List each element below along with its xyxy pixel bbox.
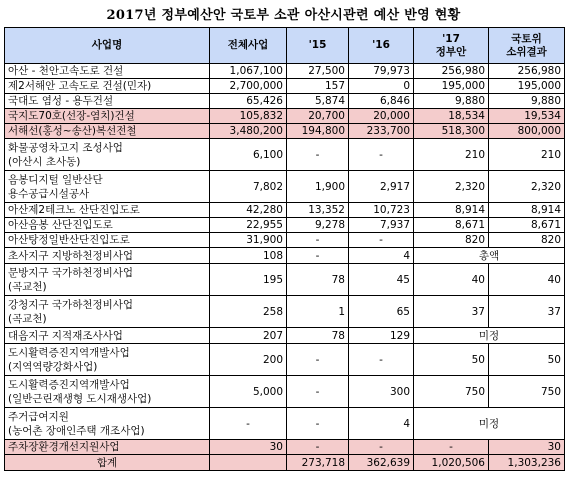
project-name-cell: [5, 94, 210, 109]
project-name-text: (곡교천): [8, 280, 47, 293]
budget-2017-gov-cell: 750: [414, 376, 489, 408]
total-budget-cell: 31,900: [210, 233, 287, 248]
table-row: [5, 248, 565, 264]
total-budget-cell: 207: [210, 328, 287, 344]
table-row: [5, 328, 565, 344]
project-name-cell: [5, 139, 210, 171]
budget-2015-cell: -: [287, 139, 349, 171]
budget-2017-merged-cell: 미정: [414, 408, 565, 440]
total-budget-cell: 5,000: [210, 376, 287, 408]
col-header-2015: [287, 28, 349, 64]
budget-2015-cell: -: [287, 233, 349, 248]
budget-2017-gov-cell: 18,534: [414, 109, 489, 124]
total-budget-cell: 65,426: [210, 94, 287, 109]
budget-2015-cell: -: [287, 408, 349, 440]
total-committee-cell: 1,303,236: [489, 455, 565, 471]
project-name-text: 강청지구 국가하천정비사업: [8, 298, 134, 311]
project-name-text: 서해선(홍성~송산)복선전철: [8, 125, 137, 137]
budget-2016-cell: 233,700: [349, 124, 414, 139]
project-name-text: 도시활력증진지역개발사업: [8, 378, 130, 391]
total-budget-cell: 258: [210, 296, 287, 328]
table-row: [5, 233, 565, 248]
project-name-text: 음봉디지털 일반산단: [8, 173, 103, 186]
total-budget-cell: 195: [210, 264, 287, 296]
table-row: [5, 203, 565, 218]
budget-2015-cell: -: [287, 344, 349, 376]
budget-2017-gov-cell: 8,914: [414, 203, 489, 218]
col-header-total: [210, 28, 287, 64]
committee-result-cell: 256,980: [489, 64, 565, 79]
budget-2016-cell: 20,000: [349, 109, 414, 124]
project-name-text: (곡교천): [8, 312, 47, 325]
project-name-text: (지역역량강화사업): [8, 360, 98, 373]
total-budget-cell: 42,280: [210, 203, 287, 218]
header-text: 정부안: [435, 45, 467, 58]
budget-2015-cell: 27,500: [287, 64, 349, 79]
budget-2015-cell: 1: [287, 296, 349, 328]
budget-2016-cell: 300: [349, 376, 414, 408]
project-name-cell: [5, 248, 210, 264]
budget-2017-gov-cell: 9,880: [414, 94, 489, 109]
committee-result-cell: 820: [489, 233, 565, 248]
table-row: [5, 139, 565, 171]
total-budget-cell: 1,067,100: [210, 64, 287, 79]
budget-2016-cell: -: [349, 233, 414, 248]
project-name-text: 아산 - 천안고속도로 건설: [8, 65, 124, 77]
project-name-text: 주차장환경개선지원사업: [8, 441, 120, 453]
budget-2016-cell: 79,973: [349, 64, 414, 79]
total-2016-cell: 362,639: [349, 455, 414, 471]
project-name-text: 아산음봉 산단진입도로: [8, 219, 113, 231]
project-name-cell: [5, 124, 210, 139]
budget-2017-gov-cell: 40: [414, 264, 489, 296]
budget-2017-merged-cell: 미정: [414, 328, 565, 344]
table-row: [5, 124, 565, 139]
total-budget-cell: 22,955: [210, 218, 287, 233]
header-text: '15: [308, 39, 327, 51]
total-label-cell: 합계: [5, 455, 210, 471]
budget-2017-gov-cell: 50: [414, 344, 489, 376]
budget-2016-cell: -: [349, 440, 414, 455]
committee-result-cell: 8,671: [489, 218, 565, 233]
table-row: [5, 109, 565, 124]
project-name-cell: [5, 218, 210, 233]
table-total-row: [5, 455, 565, 471]
project-name-text: 용수공급시설공사: [8, 187, 90, 200]
budget-2016-cell: 45: [349, 264, 414, 296]
project-name-text: 국대도 염성 - 용두건설: [8, 95, 114, 107]
committee-result-cell: 37: [489, 296, 565, 328]
budget-2016-cell: 129: [349, 328, 414, 344]
committee-result-cell: 750: [489, 376, 565, 408]
budget-2015-cell: 20,700: [287, 109, 349, 124]
committee-result-cell: 800,000: [489, 124, 565, 139]
budget-2016-cell: 10,723: [349, 203, 414, 218]
total-budget-cell: 200: [210, 344, 287, 376]
budget-2016-cell: -: [349, 139, 414, 171]
budget-2016-cell: 4: [349, 408, 414, 440]
page-title: 2017년 정부예산안 국토부 소관 아산시관련 예산 반영 현황: [106, 8, 461, 23]
budget-2015-cell: 157: [287, 79, 349, 94]
header-text: '16: [372, 39, 390, 51]
project-name-text: 국지도70호(선장-염치)건설: [8, 110, 135, 122]
total-budget-cell: 7,802: [210, 171, 287, 203]
budget-2016-cell: 0: [349, 79, 414, 94]
total-2017-gov-cell: 1,020,506: [414, 455, 489, 471]
budget-2015-cell: -: [287, 376, 349, 408]
table-header-row: [5, 28, 565, 64]
total-budget-cell: 3,480,200: [210, 124, 287, 139]
budget-2017-gov-cell: 256,980: [414, 64, 489, 79]
budget-2015-cell: 194,800: [287, 124, 349, 139]
budget-2016-cell: -: [349, 344, 414, 376]
project-name-text: 주거급여지원: [8, 410, 69, 423]
total-2015-cell: 273,718: [287, 455, 349, 471]
budget-2016-cell: 65: [349, 296, 414, 328]
committee-result-cell: 9,880: [489, 94, 565, 109]
committee-result-cell: 210: [489, 139, 565, 171]
committee-result-cell: 50: [489, 344, 565, 376]
budget-2015-cell: -: [287, 440, 349, 455]
project-name-text: 화물공영차고지 조성사업: [8, 141, 123, 154]
total-budget-cell: 30: [210, 440, 287, 455]
budget-2017-gov-cell: 8,671: [414, 218, 489, 233]
table-row: [5, 264, 565, 296]
col-header-2016: [349, 28, 414, 64]
committee-result-cell: 8,914: [489, 203, 565, 218]
project-name-cell: [5, 376, 210, 408]
project-name-text: (아산시 초사동): [8, 155, 81, 168]
budget-2016-cell: 6,846: [349, 94, 414, 109]
project-name-text: 제2서해안 고속도로 건설(민자): [8, 80, 152, 92]
total-budget-cell: 2,700,000: [210, 79, 287, 94]
budget-2017-gov-cell: 820: [414, 233, 489, 248]
total-budget-cell: 108: [210, 248, 287, 264]
total-budget-cell: 6,100: [210, 139, 287, 171]
project-name-text: 아산제2테크노 산단진입도로: [8, 204, 140, 216]
budget-2015-cell: 78: [287, 328, 349, 344]
budget-2015-cell: -: [287, 248, 349, 264]
project-name-text: 도시활력증진지역개발사업: [8, 346, 130, 359]
budget-2016-cell: 7,937: [349, 218, 414, 233]
table-row: [5, 296, 565, 328]
budget-2017-gov-cell: 195,000: [414, 79, 489, 94]
committee-result-cell: 2,320: [489, 171, 565, 203]
header-text: 사업명: [91, 39, 123, 51]
project-name-cell: [5, 233, 210, 248]
project-name-cell: [5, 109, 210, 124]
col-header-name: [5, 28, 210, 64]
project-name-cell: [5, 296, 210, 328]
table-row: [5, 440, 565, 455]
committee-result-cell: 30: [489, 440, 565, 455]
header-text: 국토위: [511, 32, 542, 45]
project-name-cell: [5, 203, 210, 218]
budget-2017-gov-cell: 37: [414, 296, 489, 328]
committee-result-cell: 40: [489, 264, 565, 296]
budget-2015-cell: 13,352: [287, 203, 349, 218]
budget-2017-gov-cell: 518,300: [414, 124, 489, 139]
project-name-text: 대음지구 지적재조사사업: [8, 329, 123, 342]
budget-2017-gov-cell: 2,320: [414, 171, 489, 203]
budget-2015-cell: 5,874: [287, 94, 349, 109]
committee-result-cell: 19,534: [489, 109, 565, 124]
project-name-cell: [5, 171, 210, 203]
budget-2016-cell: 4: [349, 248, 414, 264]
project-name-cell: [5, 408, 210, 440]
col-header-committee: [489, 28, 565, 64]
budget-2017-gov-cell: -: [414, 440, 489, 455]
project-name-text: 초사지구 지방하천정비사업: [8, 249, 134, 262]
budget-2015-cell: 1,900: [287, 171, 349, 203]
table-row: [5, 344, 565, 376]
committee-result-cell: 195,000: [489, 79, 565, 94]
budget-2015-cell: 9,278: [287, 218, 349, 233]
budget-2017-gov-cell: 210: [414, 139, 489, 171]
budget-2017-merged-cell: 총액: [414, 248, 565, 264]
budget-2016-cell: 2,917: [349, 171, 414, 203]
header-text: '17: [442, 32, 460, 45]
table-row: [5, 94, 565, 109]
project-name-text: (농어촌 장애인주택 개조사업): [8, 424, 145, 437]
project-name-cell: [5, 440, 210, 455]
col-header-2017-gov: [414, 28, 489, 64]
project-name-cell: [5, 79, 210, 94]
budget-table: [4, 27, 565, 471]
total-budget-cell: -: [210, 408, 287, 440]
header-text: 전체사업: [227, 39, 269, 51]
table-row: [5, 64, 565, 79]
total-budget-cell: 105,832: [210, 109, 287, 124]
project-name-cell: [5, 264, 210, 296]
budget-2015-cell: 78: [287, 264, 349, 296]
header-text: 소위결과: [506, 45, 547, 58]
project-name-cell: [5, 64, 210, 79]
project-name-text: (일반근린재생형 도시재생사업): [8, 392, 152, 405]
project-name-cell: [5, 328, 210, 344]
project-name-text: 아산탕정일반산단진입도로: [8, 234, 130, 246]
project-name-cell: [5, 344, 210, 376]
table-row: [5, 218, 565, 233]
project-name-text: 문방지구 국가하천정비사업: [8, 266, 134, 279]
table-row: [5, 408, 565, 440]
table-row: [5, 171, 565, 203]
table-row: [5, 376, 565, 408]
total-budget-cell: [210, 455, 287, 471]
table-row: [5, 79, 565, 94]
